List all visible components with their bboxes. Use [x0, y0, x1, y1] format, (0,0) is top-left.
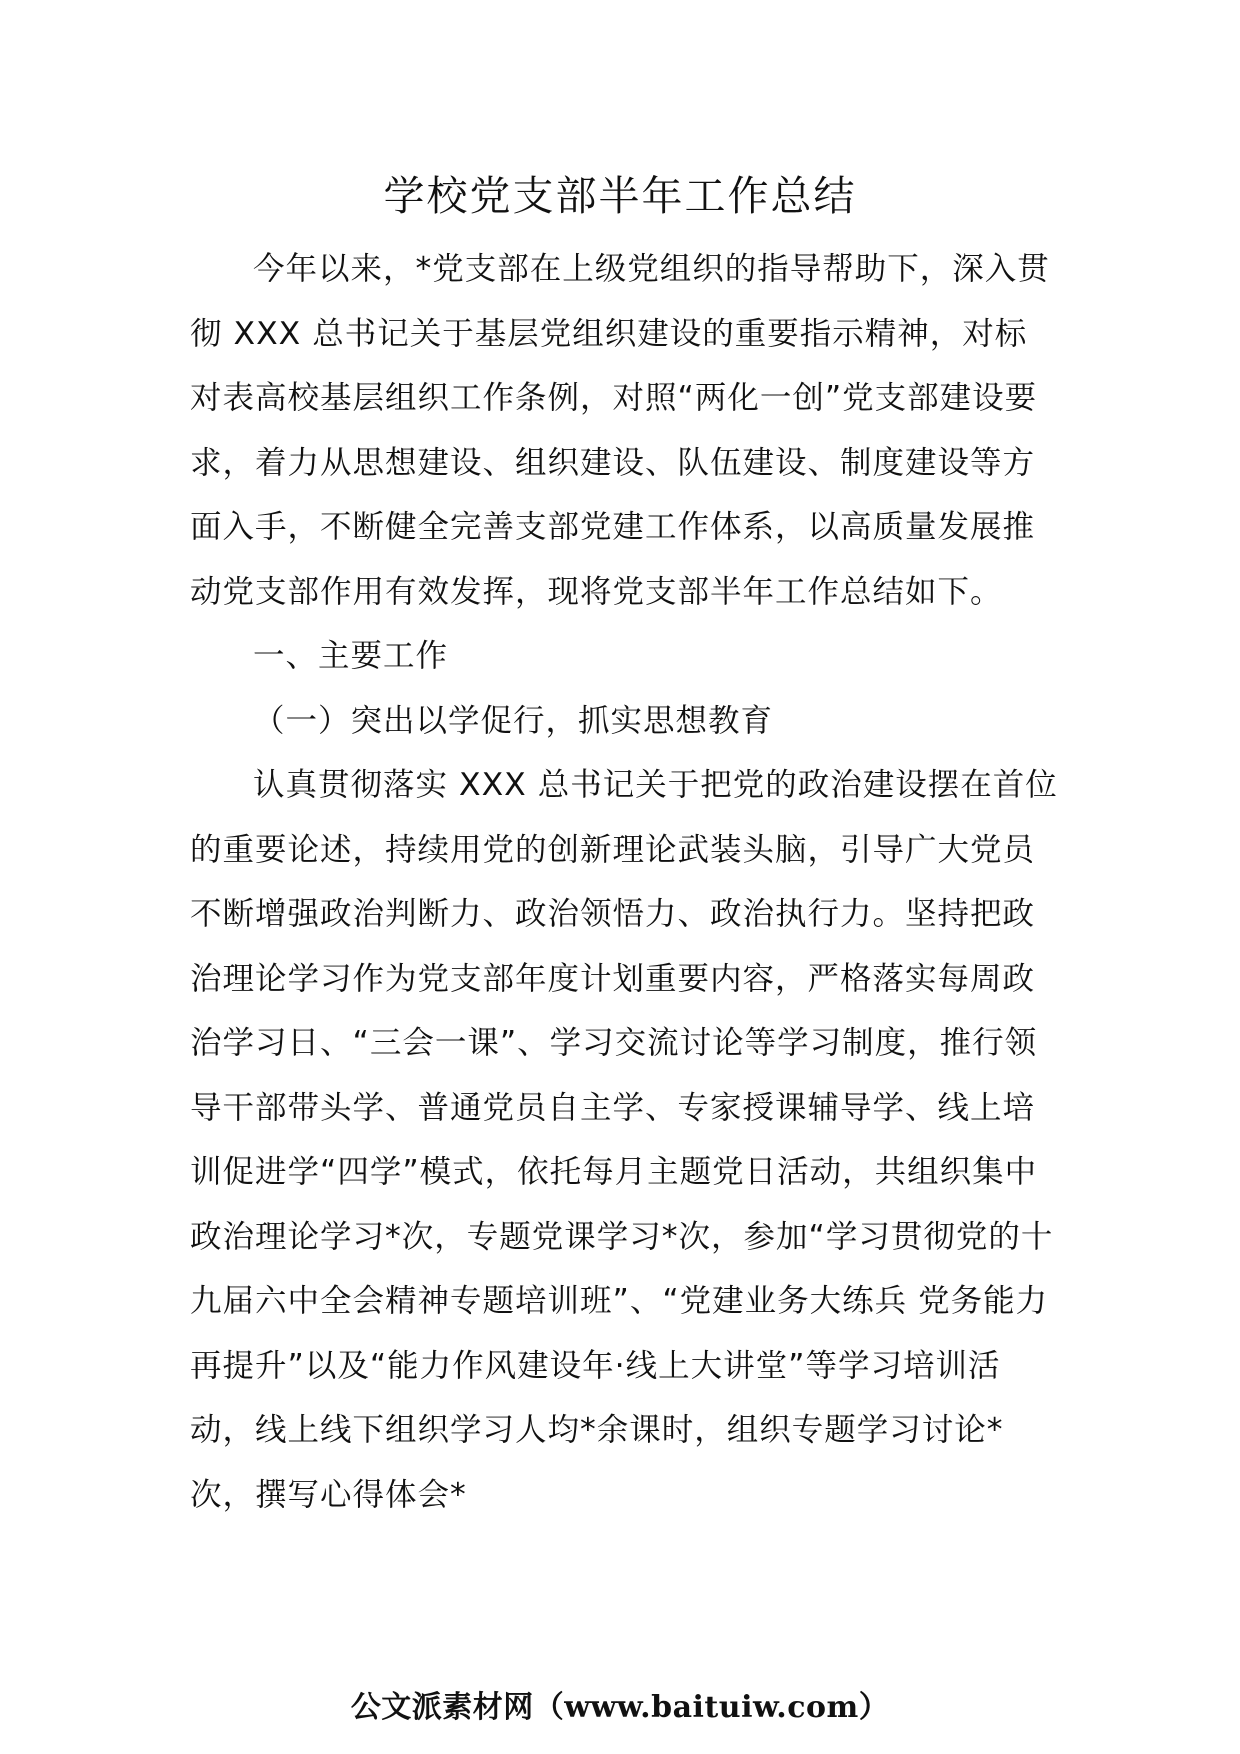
intro-paragraph: 今年以来，*党支部在上级党组织的指导帮助下，深入贯彻 XXX 总书记关于基层党组织建设的重要指示精神，对标对表高校基层组织工作条例，对照“两化一创”党支部建设要求，着力从思想建设、组织建设、队伍建设、制度建设等方面入手，不断健全完善支部党建工作体系，以高质量发展推动党支部作用有效发挥，现将党支部半年工作总结如下。	[190, 251, 1050, 610]
footer-watermark: 公文派素材网（www.baituiw.com）	[350, 1690, 890, 1725]
section-heading: 一、主要工作	[253, 638, 449, 674]
body-paragraph: 认真贯彻落实 XXX 总书记关于把党的政治建设摆在首位的重要论述，持续用党的创新理论武装头脑，引导广大党员不断增强政治判断力、政治领悟力、政治执行力。坚持把政治理论学习作为党支部年度计划重要内容，严格落实每周政治学习日、“三会一课”、学习交流讨论等学习制度，推行领导干部带头学、普通党员自主学、专家授课辅导学、线上培训促进学“四学”模式，依托每月主题党日活动，共组织集中政治理论学习*次，专题党课学习*次，参加“学习贯彻党的十九届六中全会精神专题培训班”、“党建业务大练兵 党务能力再提升”以及“能力作风建设年·线上大讲堂”等学习培训活动，线上线下组织学习人均*余课时，组织专题学习讨论*次，撰写心得体会*	[190, 767, 1058, 1513]
document-body	[190, 237, 1058, 1527]
subsection-heading: （一）突出以学促行，抓实思想教育	[253, 702, 774, 739]
document-title: 学校党支部半年工作总结	[383, 172, 857, 220]
